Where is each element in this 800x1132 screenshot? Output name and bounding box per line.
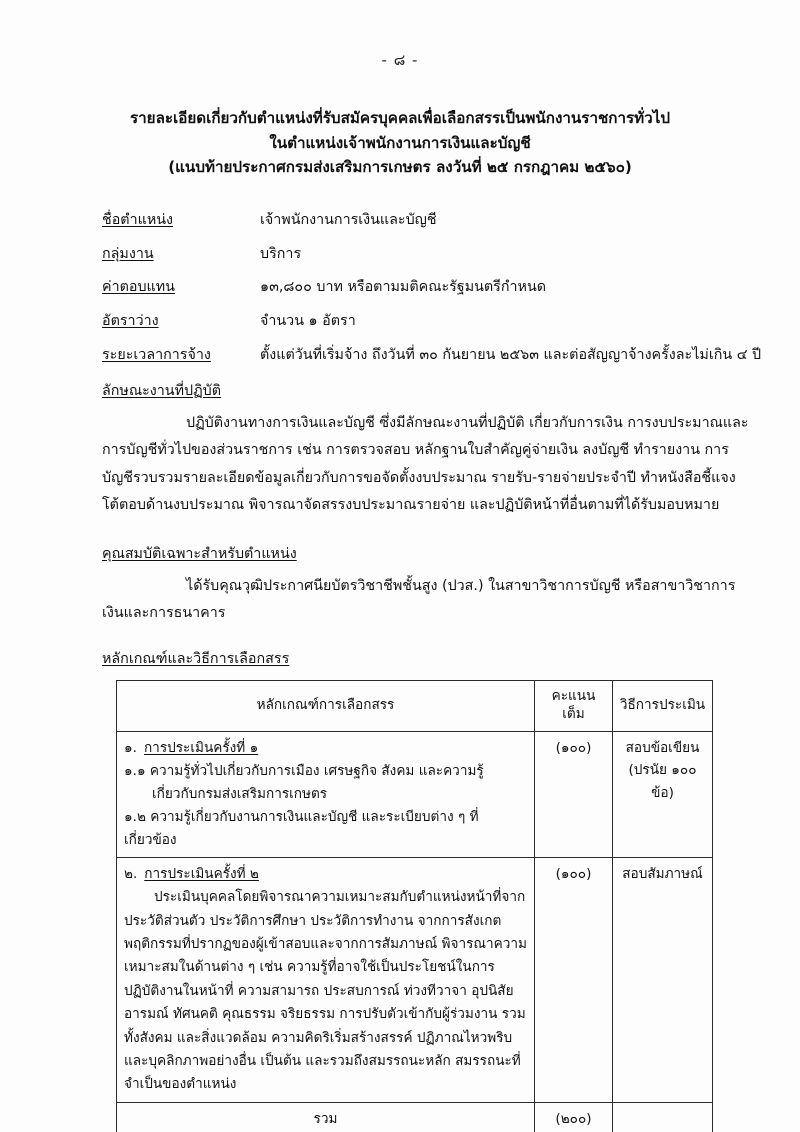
section-paragraph-duties: ปฏิบัติงานทางการเงินและบัญชี ซึ่งมีลักษณะงานที่ปฏิบัติ เกี่ยวกับการเงิน การงบประมาณและการบัญชีทั่วไปของส่วนราชการ เช่น การตรวจสอบ หลักฐานใบสำคัญคู่จ่ายเงิน ลงบัญชี ทำรายงาน การบัญชีรวบรวมรายละเอียดข้อมูลเกี่ยวกับการขอจัดตั้งงบประมาณ รายรับ-รายจ่ายประจำปี ทำหนังสือชี้แจง โต้ตอบด้านงบประมาณ พิจารณาจัดสรรงบประมาณรายจ่าย และปฏิบัติหน้าที่อื่นตามที่ได้รับมอบหมาย xyxy=(102,414,749,514)
title-line-1: รายละเอียดเกี่ยวกับตำแหน่งที่รับสมัครบุคคลเพื่อเลือกสรรเป็นพนักงานราชการทั่วไป xyxy=(130,109,670,127)
table-header-criteria: หลักเกณฑ์การเลือกสรร xyxy=(117,681,535,731)
field-row-work-group xyxy=(102,245,760,264)
section-criteria xyxy=(0,648,800,670)
row-1-number: ๑. xyxy=(124,739,137,756)
table-total-row xyxy=(117,1102,713,1132)
row-2-method-cell xyxy=(613,857,713,1102)
section-heading-duties: ลักษณะงานที่ปฏิบัติ xyxy=(102,382,222,399)
row-2-title-text: การประเมินครั้งที่ ๒ xyxy=(144,865,259,882)
table-header-row xyxy=(117,681,713,731)
total-label-cell: รวม xyxy=(117,1102,535,1132)
field-row-employment-period xyxy=(102,346,760,365)
field-value-vacancy: จำนวน ๑ อัตรา xyxy=(260,313,356,330)
field-label-work-group: กลุ่มงาน xyxy=(102,245,154,262)
field-row-position-name xyxy=(102,211,760,230)
total-method-cell xyxy=(613,1102,713,1132)
section-paragraph-qualifications: ได้รับคุณวุฒิประกาศนียบัตรวิชาชีพชั้นสูง (ปวส.) ในสาขาวิชาการบัญชี หรือสาขาวิชาการเงินและการธนาคาร xyxy=(102,577,736,622)
row-2-title xyxy=(124,863,527,886)
field-value-employment-period: ตั้งแต่วันที่เริ่มจ้าง ถึงวันที่ ๓๐ กันยายน ๒๕๖๓ และต่อสัญญาจ้างครั้งละไม่เกิน ๔ ปี xyxy=(260,347,762,364)
criteria-table-wrapper xyxy=(0,680,800,1132)
section-qualifications xyxy=(0,543,800,628)
table-header-method: วิธีการประเมิน xyxy=(613,681,713,731)
table-header-score-line1: คะแนน xyxy=(551,688,596,705)
table-header-score xyxy=(535,681,613,731)
section-duties xyxy=(0,380,800,520)
field-value-compensation: ๑๓,๘๐๐ บาท หรือตามมติคณะรัฐมนตรีกำหนด xyxy=(260,279,547,296)
page-number: - ๘ - xyxy=(381,51,419,69)
field-label-compensation: ค่าตอบแทน xyxy=(102,279,175,296)
row-1-method-line-2: (ปรนัย ๑๐๐ ข้อ) xyxy=(628,762,697,801)
row-2-score-cell: (๑๐๐) xyxy=(535,857,613,1102)
field-row-compensation xyxy=(102,278,760,297)
row-1-subitem-2 xyxy=(124,806,527,852)
row-2-method-line-1: สอบสัมภาษณ์ xyxy=(622,865,703,882)
total-score-cell: (๒๐๐) xyxy=(535,1102,613,1132)
row-1-method-line-1: สอบข้อเขียน xyxy=(625,739,700,756)
row-1-subitem-1-text: ความรู้ทั่วไปเกี่ยวกับการเมือง เศรษฐกิจ สังคม และความรู้ xyxy=(149,763,484,780)
row-1-criteria-cell xyxy=(117,731,535,857)
spacer xyxy=(0,627,800,645)
field-row-vacancy xyxy=(102,312,760,331)
field-label-position-name: ชื่อตำแหน่ง xyxy=(102,211,173,228)
spacer xyxy=(0,522,800,540)
table-row xyxy=(117,731,713,857)
title-line-2: ในตำแหน่งเจ้าพนักงานการเงินและบัญชี xyxy=(269,133,531,152)
section-heading-qualifications: คุณสมบัติเฉพาะสำหรับตำแหน่ง xyxy=(102,545,297,562)
field-label-vacancy: อัตราว่าง xyxy=(102,313,159,330)
table-row xyxy=(117,857,713,1102)
row-1-title-text: การประเมินครั้งที่ ๑ xyxy=(143,739,259,756)
field-value-work-group: บริการ xyxy=(260,245,302,262)
row-2-number: ๒. xyxy=(124,865,138,882)
field-value-position-name: เจ้าพนักงานการเงินและบัญชี xyxy=(260,211,437,228)
row-1-subitem-2-text: ความรู้เกี่ยวกับงานการเงินและบัญชี และระเบียบต่าง ๆ ที่เกี่ยวข้อง xyxy=(124,809,479,848)
row-1-title xyxy=(124,737,527,760)
section-heading-criteria: หลักเกณฑ์และวิธีการเลือกสรร xyxy=(102,651,290,668)
row-1-method-cell xyxy=(613,731,713,857)
document-title-block xyxy=(0,106,800,180)
table-header-score-line2: เต็ม xyxy=(562,706,585,723)
row-2-paragraph: ประเมินบุคคลโดยพิจารณาความเหมาะสมกับตำแหน่งหน้าที่จากประวัติส่วนตัว ประวัติการศึกษา ประวัติการทำงาน จากการสังเกตพฤติกรรมที่ปรากฏของผู้เข้าสอบและจากการสัมภาษณ์ พิจารณาความเหมาะสมในด้านต่าง ๆ เช่น ความรู้ที่อาจใช้เป็นประโยชน์ในการปฏิบัติงานในหน้าที่ ความสามารถ ประสบการณ์ ท่วงทีวาจา อุปนิสัยอารมณ์ ทัศนคติ คุณธรรม จริยธรรม การปรับตัวเข้ากับผู้ร่วมงาน รวมทั้งสังคม และสิ่งแวดล้อม ความคิดริเริ่มสร้างสรรค์ ปฏิภาณไหวพริบ และบุคลิกภาพอย่างอื่น เป็นต้น และรวมถึงสมรรถนะหลัก สมรรถนะที่จำเป็นของตำแหน่ง xyxy=(124,889,527,1093)
field-label-employment-period: ระยะเวลาการจ้าง xyxy=(102,347,211,364)
criteria-table xyxy=(116,680,713,1132)
row-1-subitem-1 xyxy=(124,760,527,806)
title-line-3: (แนบท้ายประกาศกรมส่งเสริมการเกษตร ลงวันที่ ๒๕ กรกฎาคม ๒๕๖๐) xyxy=(168,158,632,177)
row-1-score-cell: (๑๐๐) xyxy=(535,731,613,857)
row-1-subitem-1-continuation: เกี่ยวกับกรมส่งเสริมการเกษตร xyxy=(152,786,328,803)
row-2-criteria-cell xyxy=(117,857,535,1102)
row-1-subitem-1-label: ๑.๑ xyxy=(124,763,146,780)
row-1-subitem-2-label: ๑.๒ xyxy=(124,809,146,826)
position-fields xyxy=(0,211,800,365)
